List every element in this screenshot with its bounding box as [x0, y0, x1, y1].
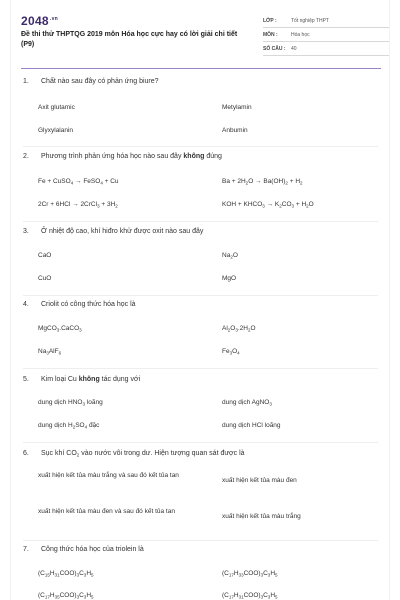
question-stem: 1. Chất nào sau đây có phản ứng biure? [23, 78, 159, 85]
document-meta [263, 15, 389, 57]
meta-subject-label: MÔN : [263, 32, 278, 38]
answer-option[interactable]: CuO [38, 275, 52, 282]
meta-count-label: SỐ CÂU : [263, 46, 286, 52]
meta-class-row [263, 15, 389, 28]
meta-count-value: 40 [291, 46, 297, 52]
meta-count-row [263, 43, 389, 56]
answer-option[interactable]: xuất hiện kết tủa màu trắng [222, 513, 301, 520]
answer-option[interactable]: 2Cr + 6HCl → 2CrCl$_3$ + $3H_2$ [38, 201, 118, 209]
answer-option[interactable]: $Ba + 2H_2O \to Ba(OH)_2 + H_2$ [222, 178, 303, 186]
answer-option[interactable]: $Fe_3O_4$ [222, 348, 240, 356]
question-separator [23, 221, 378, 222]
answer-option[interactable]: $(C_{17}H_{33}COO)_3C_3H_5$ [222, 570, 278, 578]
meta-class-value: Tốt nghiệp THPT [291, 18, 329, 24]
meta-class-label: LỚP : [263, 18, 277, 24]
header-divider [21, 68, 381, 69]
question-separator [23, 295, 378, 296]
answer-option[interactable]: Fe + CuSO$_4$ → FeSO$_4$ + Cu [38, 178, 119, 186]
answer-option[interactable]: xuất hiện kết tủa màu đen [222, 477, 297, 484]
question-stem: 6. Sục khí $CO_2$ vào nước vôi trong dư. Hiện tượng quan sát được là [23, 450, 245, 458]
answer-option[interactable]: dung dịch $H_2SO_4$ đặc [38, 422, 100, 430]
answer-option[interactable]: $(C_{17}H_{31}COO)_3C_3H_5$ [222, 592, 278, 600]
meta-subject-value: Hóa học [291, 32, 310, 38]
document-header [21, 14, 391, 64]
answer-option[interactable]: Glyxylalanin [38, 127, 74, 134]
answer-option[interactable]: $(C_{15}H_{31}COO)_3C_3H_5$ [38, 570, 94, 578]
question-stem: 7. Công thức hóa học của triolein là [23, 546, 144, 553]
answer-option[interactable]: MgO [222, 275, 237, 282]
answer-option[interactable]: xuất hiện kết tủa màu trắng và sau đó kết tủa tan [38, 472, 179, 479]
question-stem: 2. Phương trình phản ứng hóa học nào sau đây không đúng [23, 153, 222, 160]
answer-option[interactable]: dung dịch $HNO_3$ loãng [38, 399, 103, 407]
question-separator [23, 368, 378, 369]
question-stem: 4. Criolit có công thức hóa học là [23, 301, 136, 308]
answer-option[interactable]: $Na_3AlF_6$ [38, 348, 62, 356]
answer-option[interactable]: dung dịch AgNO$_3$ [222, 399, 272, 407]
site-logo[interactable]: $2048^{.vn}$ [21, 14, 59, 28]
question-separator [23, 540, 378, 541]
question-separator [23, 442, 378, 443]
meta-subject-row [263, 29, 389, 42]
answer-option[interactable]: dung dịch HCl loãng [222, 422, 281, 429]
document-page [10, 0, 390, 600]
answer-option[interactable]: Axit glutamic [38, 104, 75, 111]
answer-option[interactable]: Anbumin [222, 127, 248, 134]
answer-option[interactable]: $Na_2O$ [222, 252, 238, 260]
answer-option[interactable]: KOH + $KHCO_3 \to K_2CO_3 + H_2O$ [222, 201, 314, 209]
answer-option[interactable]: xuất hiện kết tủa màu đen và sau đó kết tủa tan [38, 508, 175, 515]
answer-option[interactable]: $(C_{17}H_{35}COO)_3C_3H_5$ [38, 592, 94, 600]
answer-option[interactable]: MgCO$_3$.CaCO$_3$ [38, 325, 82, 333]
answer-option[interactable]: $Al_2O_3.2H_2O$ [222, 325, 256, 333]
answer-option[interactable]: Metylamin [222, 104, 252, 111]
question-stem: 5. Kim loại Cu không tác dụng với [23, 376, 141, 383]
question-stem: 3. Ở nhiệt độ cao, khí hiđro khử được oxit nào sau đây [23, 228, 204, 235]
document-title: Đề thi thử THPTQG 2019 môn Hóa học cực hay có lời giải chi tiết (P9) [21, 31, 238, 48]
answer-option[interactable]: CaO [38, 252, 52, 259]
question-separator [23, 146, 378, 147]
